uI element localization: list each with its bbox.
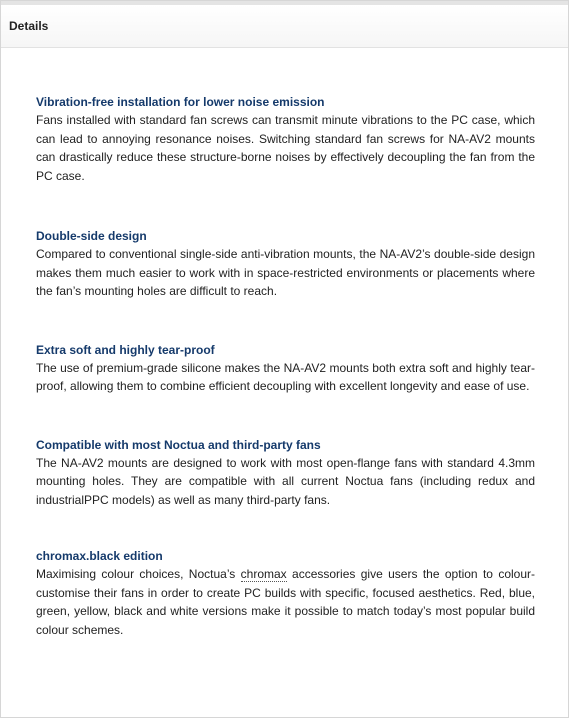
details-header (1, 5, 568, 48)
section-title: Compatible with most Noctua and third-party fans (36, 437, 321, 452)
section-body: Compared to conventional single-side anti-vibration mounts, the NA-AV2’s double-side design makes them much easier to work with in space-restricted environments or placements where the fan’s mounting holes are difficult to reach. (36, 247, 535, 298)
section-title: Vibration-free installation for lower noise emission (36, 95, 325, 109)
section-body: The NA-AV2 mounts are designed to work with most open-flange fans with standard 4.3mm mounting holes. They are compatible with all current Noctua fans (including redux and industrialPPC models) as well as many third-party fans. (36, 455, 535, 507)
section-body: Fans installed with standard fan screws can transmit minute vibrations to the PC case, which can lead to annoying resonance noises. Switching standard fan screws for NA-AV2 mounts can drastically reduce these structure-borne noises by effectively decoupling the fan from the PC case. (36, 113, 535, 183)
section-body (36, 565, 535, 639)
section-title: Double-side design (36, 229, 147, 243)
section-double-side (36, 227, 535, 301)
section-chromax (36, 547, 535, 639)
section-title: chromax.black edition (36, 549, 163, 563)
body-text-after: accessories give users the option to colour-customise their fans in order to create PC builds with specific, focused aesthetics. Red, blue, green, yellow, black and white versions make it possible to match today’s most popular build colour schemes. (36, 567, 535, 637)
chromax-link[interactable]: chromax (240, 567, 287, 581)
section-vibration-free (36, 93, 535, 185)
details-content (1, 48, 535, 639)
section-title: Extra soft and highly tear-proof (36, 342, 215, 357)
section-extra-soft (36, 341, 535, 396)
body-text-before: Maximising colour choices, Noctua’s (36, 567, 241, 581)
section-compatible (36, 436, 535, 510)
section-body: The use of premium-grade silicone makes the NA-AV2 mounts both extra soft and highly tear-proof, allowing them to combine efficient decoupling with excellent longevity and ease of use. (36, 360, 535, 393)
details-title: Details (9, 19, 49, 33)
